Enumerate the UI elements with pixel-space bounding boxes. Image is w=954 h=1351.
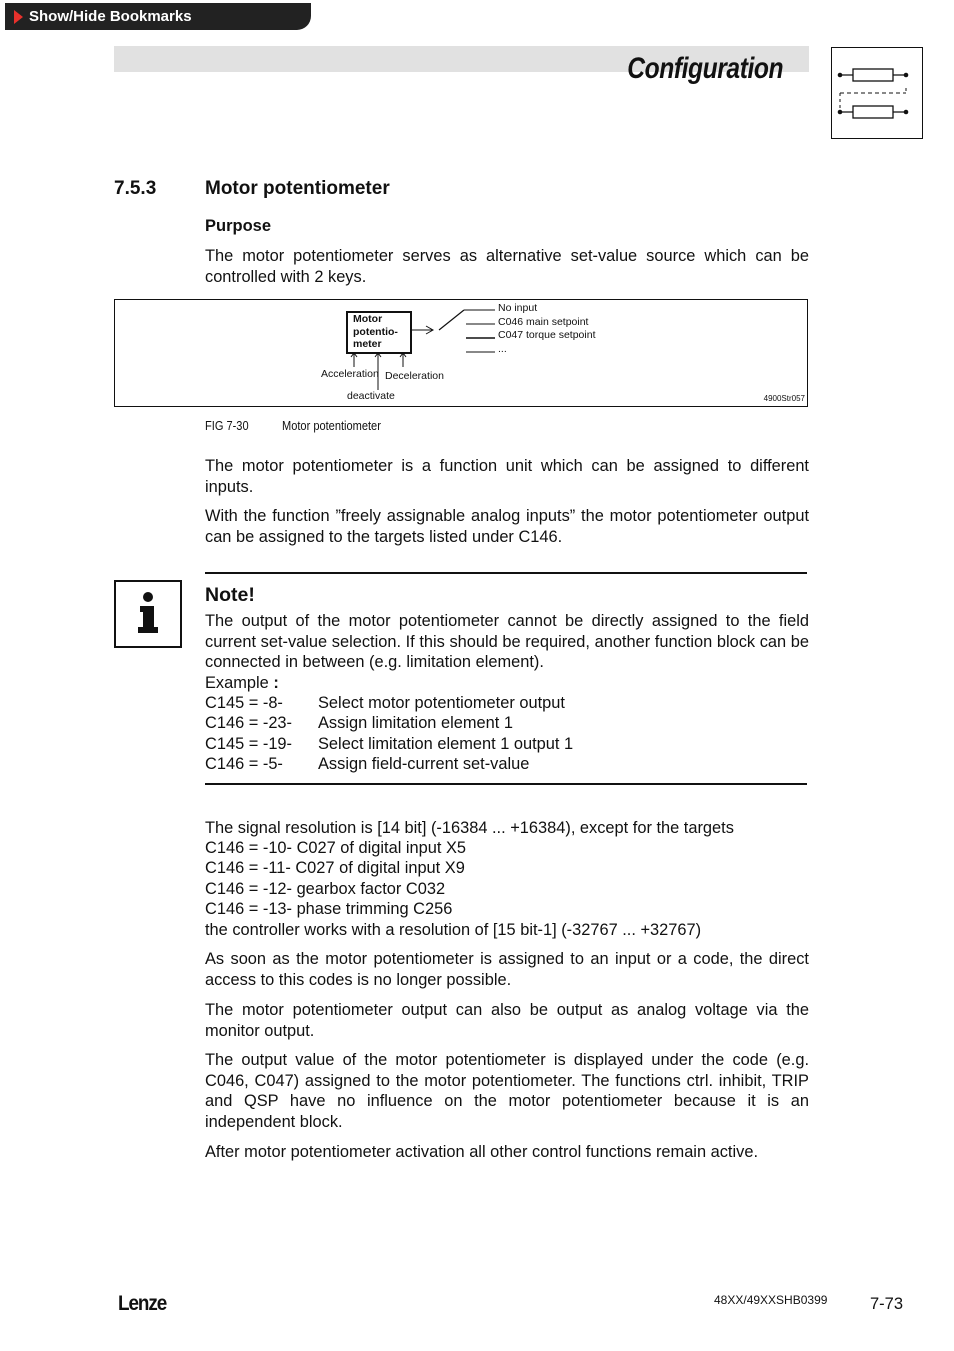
paragraph-output-value: The output value of the motor potentiometer is displayed under the code (e.g. C046, C047) assigned to the motor potentiometer. The functions ctrl. inhibit, TRIP and QSP have no influence on the motor potentiometer because it is an independent block. xyxy=(205,1051,809,1131)
lenze-logo: Lenze xyxy=(118,1292,167,1315)
output-more: ... xyxy=(498,343,507,355)
note-top-rule xyxy=(205,572,807,574)
purpose-heading: Purpose xyxy=(205,217,272,235)
show-hide-bookmarks-button[interactable] xyxy=(5,3,311,30)
example-code: C146 = -23- xyxy=(205,714,293,732)
document-code: 48XX/49XXSHB0399 xyxy=(714,1293,828,1307)
figure-caption-number: FIG 7-30 xyxy=(205,418,249,433)
example-row xyxy=(205,734,573,755)
example-row xyxy=(205,754,529,775)
deactivate-label: deactivate xyxy=(347,390,395,402)
example-code: C145 = -8- xyxy=(205,694,283,712)
example-heading xyxy=(205,673,279,694)
block-label-line-3: meter xyxy=(353,338,382,350)
deceleration-label: Deceleration xyxy=(385,370,444,382)
section-number: 7.5.3 xyxy=(114,178,157,199)
output-c047: C047 torque setpoint xyxy=(498,329,596,341)
bookmarks-label: Show/Hide Bookmarks xyxy=(29,8,192,25)
resolution-line: C146 = -10- C027 of digital input X5 xyxy=(205,839,467,857)
figure-frame xyxy=(114,299,808,407)
note-title: Note! xyxy=(205,584,255,606)
acceleration-label: Acceleration xyxy=(321,368,379,380)
block-label-line-2: potentio- xyxy=(353,325,398,338)
purpose-text: The motor potentiometer serves as alternative set-value source which can be controlled with 2 keys. xyxy=(205,247,809,286)
triangle-right-icon xyxy=(14,10,23,24)
figure-caption-text: Motor potentiometer xyxy=(282,418,381,433)
example-desc: Select limitation element 1 output 1 xyxy=(318,735,574,753)
configuration-icon xyxy=(831,47,923,139)
figure-ref: 4900Str057 xyxy=(763,394,805,403)
output-no-input: No input xyxy=(498,302,538,314)
example-code: C145 = -19- xyxy=(205,735,293,753)
example-code: C146 = -5- xyxy=(205,755,283,773)
page-number: 7-73 xyxy=(870,1295,904,1313)
chapter-title: Configuration xyxy=(627,52,783,85)
example-colon: : xyxy=(268,674,279,692)
example-row xyxy=(205,693,565,714)
example-desc: Assign limitation element 1 xyxy=(318,714,513,732)
note-text: The output of the motor potentiometer cannot be directly assigned to the field current set-value selection. If this should be required, another function block can be connected in between (e.g. limitation element). xyxy=(205,612,809,671)
example-desc: Assign field-current set-value xyxy=(318,755,530,773)
example-row xyxy=(205,713,513,734)
paragraph-activation: After motor potentiometer activation all other control functions remain active. xyxy=(205,1143,758,1161)
output-c046: C046 main setpoint xyxy=(498,316,589,328)
section-title: Motor potentiometer xyxy=(205,178,390,199)
resolution-line: the controller works with a resolution of [15 bit-1] (-32767 ... +32767) xyxy=(205,921,702,939)
example-label: Example xyxy=(205,674,269,692)
resolution-line: C146 = -13- phase trimming C256 xyxy=(205,900,453,918)
info-icon xyxy=(114,580,182,648)
resolution-line: C146 = -12- gearbox factor C032 xyxy=(205,880,446,898)
example-desc: Select motor potentiometer output xyxy=(318,694,565,712)
paragraph-analog-inputs: With the function ”freely assignable analog inputs” the motor potentiometer output can be assigned to the targets listed under C146. xyxy=(205,507,809,546)
motor-pot-block xyxy=(353,313,398,351)
paragraph-function-unit: The motor potentiometer is a function unit which can be assigned to different inputs. xyxy=(205,457,809,496)
resolution-line: The signal resolution is [14 bit] (-16384 ... +16384), except for the targets xyxy=(205,819,734,837)
note-bottom-rule xyxy=(205,783,807,785)
paragraph-direct-access: As soon as the motor potentiometer is assigned to an input or a code, the direct access to this codes is no longer possible. xyxy=(205,950,809,989)
block-label-line-1: Motor xyxy=(353,313,383,325)
resolution-line: C146 = -11- C027 of digital input X9 xyxy=(205,859,465,877)
paragraph-monitor-output: The motor potentiometer output can also be output as analog voltage via the monitor output. xyxy=(205,1001,809,1040)
